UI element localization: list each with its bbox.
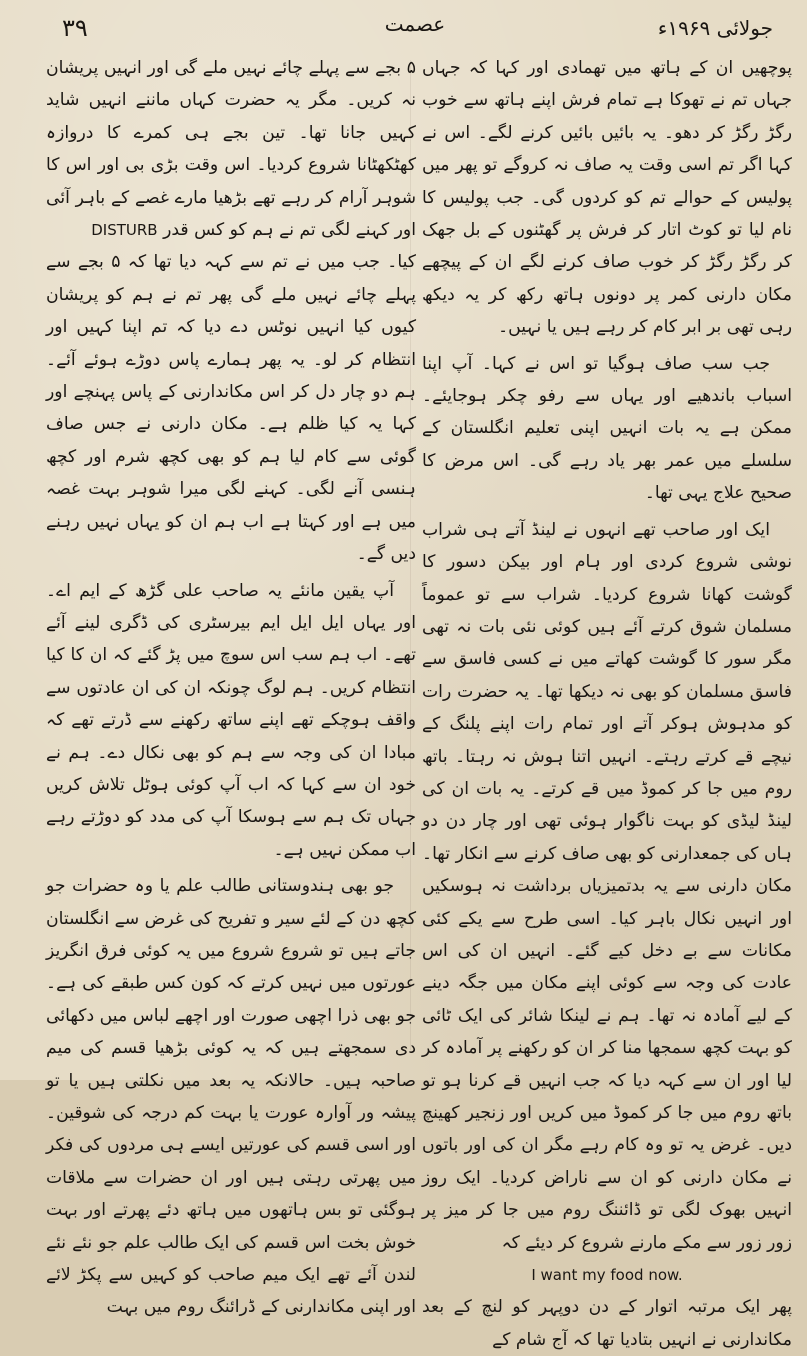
page-number: ۳۹ [62, 14, 88, 42]
english-quote [422, 1259, 792, 1291]
paragraph: جب سب صاف ہوگیا تو اس نے کہا۔ آپ اپنا اسباب باندھیے اور یہاں سے رفو چکر ہوجایئے۔ ممکن ہے یہ بات انہیں اپنی تعلیم انگلستان کے سلسلے میں عمر بھر یاد رہے گی۔ اس مرض کا صحیح علاج یہی تھا۔ [422, 353, 792, 504]
paragraph-text: ۵ بجے سے پہلے چائے نہیں ملے گی اور انہیں پریشان نہ کریں۔ مگر یہ حضرت کہاں ماننے انہیں شاید کہیں جانا تھا۔ تین بجے ہی کمرے کا دروازہ کھٹکھٹانا شروع کردیا۔ اس وقت بڑی بی اور اس کا شوہر آرام کر رہے تھے بڑھیا مارے غصے کے باہر آئی اور کہنے لگی تم نے ہم کو کس قدر [46, 58, 416, 241]
inline-english-word: DISTURB [91, 221, 158, 240]
paragraph: کیا۔ جب میں نے تم سے کہہ دیا تھا کہ ۵ بجے سے پہلے چائے نہیں ملے گی پھر تم نے ہم کو پریشان کیوں کیا انہیں نوٹس دے دیا کہ تم اپنا کہیں اور انتظام کر لو۔ یہ پھر ہمارے پاس دوڑے ہوئے آئے۔ ہم دو چار دل کر اس مکاندارنی کے پاس پہنچے اور کہا یہ کیا ظلم ہے۔ مکان دارنی نے جس صاف گوئی سے کام لیا ہم کو بھی کچھ شرم اور کچھ ہنسی آنے لگی۔ کہنے لگی میرا شوہر بہت غصہ میں ہے اور کہتا ہے اب ہم ان کو یہاں نہیں رہنے دیں گے۔ [46, 252, 416, 565]
english-quote-text: I want my food now. [531, 1266, 683, 1285]
paragraph [46, 52, 416, 246]
paragraph: پوچھیں ان کے ہاتھ میں تھمادی اور کہا کہ جہاں جہاں تم نے تھوکا ہے تمام فرش اپنے ہاتھ سے خوب رگڑ رگڑ کر دھو۔ یہ بائیں بائیں کرنے لگے۔ اس نے کہا اگر تم اسی وقت یہ صاف نہ کروگے تو پھر میں پولیس کے حوالے تم کو کردوں گی۔ جب پولیس کا نام لیا تو کوٹ اتار کر فرش پر گھٹنوں کے بل جھک کر رگڑ رگڑ کر خوب صاف کرنے لگے ان کے پیچھے مکان دارنی کمر پر دونوں ہاتھ رکھ کر یہ دیکھ رہی تھی بر ابر کام کر رہے ہیں یا نہیں۔ [422, 58, 792, 338]
left-column [46, 52, 416, 1318]
right-column [422, 52, 792, 1350]
paragraph: آپ یقین مانئے یہ صاحب علی گڑھ کے ایم اے۔ اور یہاں ایل ایل ایم بیرسٹری کی ڈگری لینے آئے تھے۔ اب ہم سب اس سوچ میں پڑ گئے کہ ان کا کیا انتظام کریں۔ ہم لوگ چونکہ ان کی ان عادتوں سے واقف ہوچکے تھے اپنے ساتھ رکھنے سے ڈرتے تھے کہ مبادا ان کی وجہ سے ہم کو بھی نکال دے۔ ہم نے خود ان سے کہا کہ اب آپ کوئی ہوٹل تلاش کریں جہاں تک ہم سے ہوسکا آپ کی مدد کو دوڑتے رہے اب ممکن نہیں ہے۔ [46, 580, 416, 860]
magazine-title: عصمت [384, 12, 446, 36]
paragraph: پھر ایک مرتبہ اتوار کے دن دوپہر کو لنچ کے بعد مکاندارنی نے انہیں بتادیا تھا کہ آج شام کے [422, 1297, 792, 1350]
issue-date: جولائی ۱۹۶۹ء [657, 16, 773, 40]
paragraph: جو بھی ہندوستانی طالب علم یا وہ حضرات جو کچھ دن کے لئے سیر و تفریح کی غرض سے انگلستان جاتے ہیں تو شروع شروع میں یہ کوئی فرق انگریز عورتوں میں نہیں کرتے کہ کون کس طبقے کی ہے۔ جو بھی ذرا اچھی صورت اور اچھے لباس میں دکھائی دی سمجھتے ہیں کہ یہ کوئی بڑھیا قسم کی میم صاحبہ ہیں۔ حالانکہ یہ بعد میں نکلتی ہیں یا تو پیشہ ور آوارہ عورت یا بہت کم درجہ کی شوقین۔ اور اسی قسم کی عورتیں ایسے ہی مردوں کی فکر میں پھرتی رہتی ہیں اور ان حضرات سے ملاقات ہوگئی تو بس ہاتھوں میں ہاتھ دئے پھرتے اور بہت خوش بخت اس قسم کی ایک طالب علم جو نئے نئے لندن آئے تھے ایک میم صاحب کو کہیں سے پکڑ لائے اور اپنی مکاندارنی کے ڈرائنگ روم میں بہت [46, 876, 416, 1318]
page-header [0, 6, 807, 50]
paragraph: ایک اور صاحب تھے انہوں نے لینڈ آتے ہی شراب نوشی شروع کردی اور ہام اور بیکن دسور کا گوشت کھانا شروع کردیا۔ شراب سے تو عموماً مسلمان شوق کرتے آئے ہیں کوئی نئی بات نہ تھی مگر سور کا گوشت کھاتے میں نے کسی فاسق سے فاسق مسلمان کو بھی نہ دیکھا تھا۔ یہ حضرت رات کو مدہوش ہوکر آتے اور تمام رات اپنے پلنگ کے نیچے قے کرتے رہتے۔ انہیں اتنا ہوش نہ رہتا۔ باتھ روم میں جا کر کموڈ میں قے کرتے۔ یہ بات ان کی لینڈ لیڈی کو بہت ناگوار ہوئی تھی اور چار دن دو ہاں کی جمعدارنی کو بھی صاف کرنے سے انکار تھا۔ مکان دارنی سے یہ بدتمیزیاں برداشت نہ ہوسکیں اور انہیں نکال باہر کیا۔ اسی طرح سے یکے کئی مکانات سے بے دخل کیے گئے۔ انہیں ان کی اس عادت کی وجہ سے کوئی اپنے مکان میں جگہ دینے کے لیے آمادہ نہ تھا۔ ہم نے لینکا شائر کی ایک ٹائی کو بہت کچھ سمجھا منا کر ان کو رکھنے پر آمادہ کر لیا اور ان سے کہہ دیا کہ جب انہیں قے کرنا ہو تو باتھ روم میں جا کر کموڈ میں کریں اور زنجیر کھینچ دیں۔ غرض یہ تو وہ کام رہے مگر ان کی اور باتوں نے مکان دارنی کو ان سے ناراض کردیا۔ ایک روز انہیں بھوک لگی تو ڈائننگ روم میں جا کر میز پر زور زور سے مکے مارنے شروع کر دیئے کہ [422, 519, 792, 1253]
